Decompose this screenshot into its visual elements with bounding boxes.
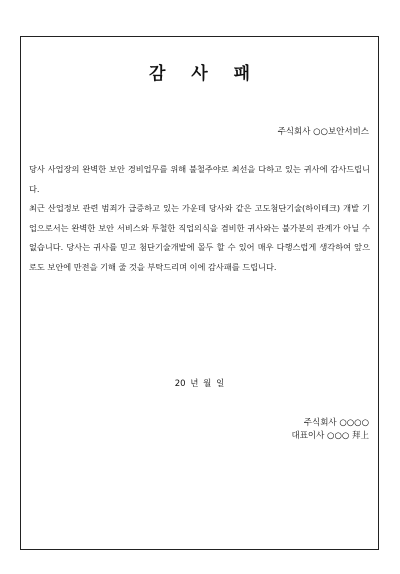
certificate-body	[29, 160, 370, 277]
issue-date: 20 년 월 일	[174, 379, 225, 389]
signature-company: 주식회사 ○○○○	[303, 418, 369, 428]
signature-ceo: 대표이사 ○○○ 拜上	[291, 431, 369, 441]
body-paragraph-1: 당사 사업장의 완벽한 보안 경비업무를 위해 불철주야로 최선을 다하고 있는 귀사에 감사드립니다.	[29, 164, 370, 194]
certificate-frame	[20, 36, 379, 550]
recipient-name: 주식회사 ○○보안서비스	[277, 127, 369, 137]
body-paragraph-2: 최근 산업정보 관련 범죄가 급증하고 있는 가운데 당사와 같은 고도첨단기술(하이테크) 개발 기업으로서는 완벽한 보안 서비스와 투철한 직업의식을 겸비한 귀사와는 불가분의 관계가 아닐 수 없습니다. 당사는 귀사를 믿고 첨단기술개발에 몰두 할 수 있어 매우 다행스럽게 생각하여 앞으로도 보안에 만전을 기해 줄 것을 부탁드리며 이에 감사패를 드립니다.	[29, 203, 370, 272]
signature-block	[292, 417, 370, 443]
certificate-title: 감 사 패	[148, 64, 261, 84]
